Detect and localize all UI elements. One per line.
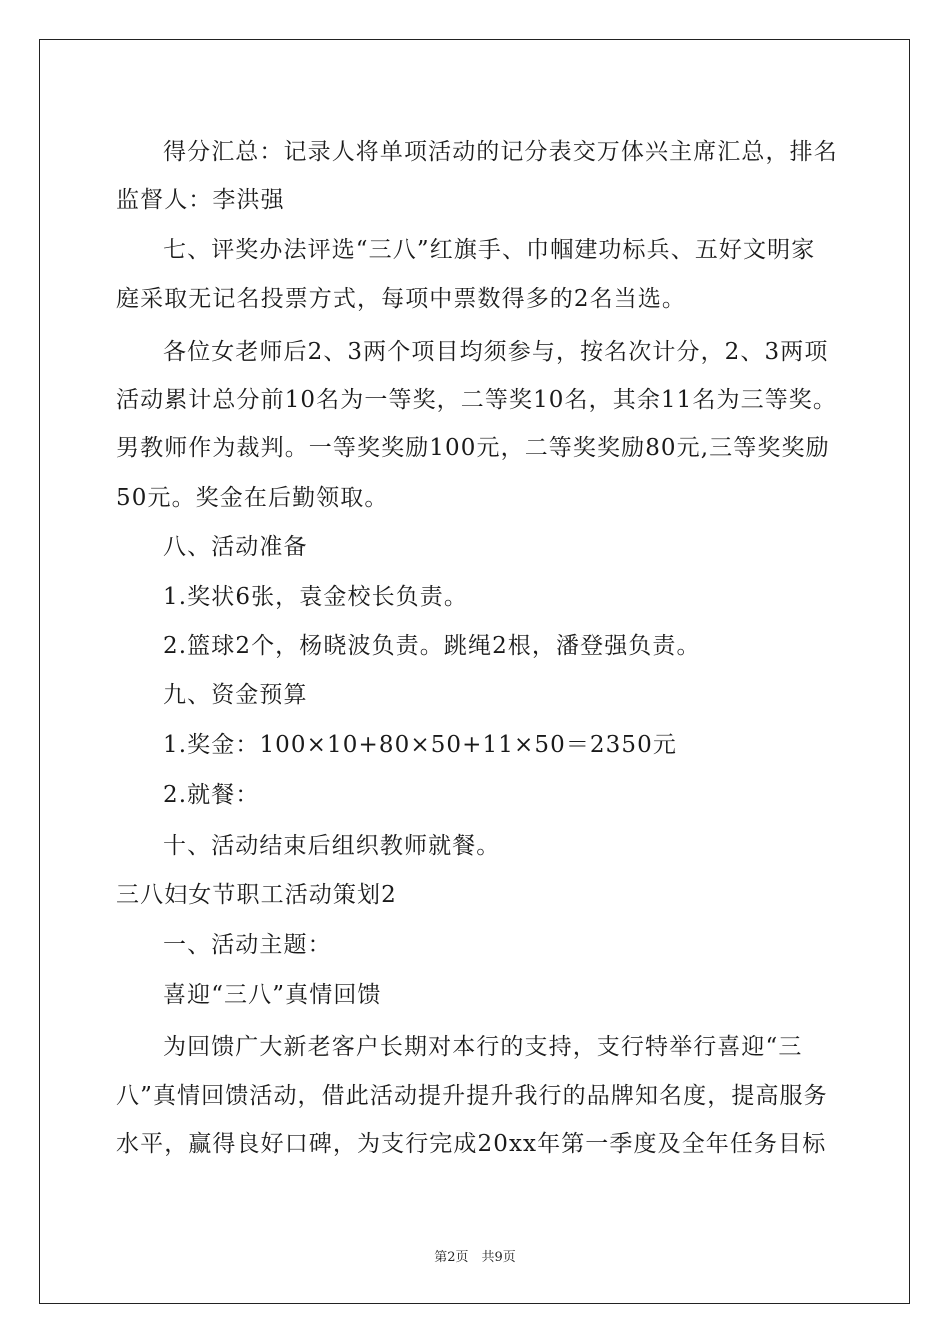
text-line: 男教师作为裁判。一等奖奖励100元，二等奖奖励80元,三等奖奖励	[116, 435, 830, 461]
text-line: 得分汇总：记录人将单项活动的记分表交万体兴主席汇总，排名	[163, 139, 838, 165]
text-line: 监督人：李洪强	[116, 187, 285, 213]
text-line: 八”真情回馈活动，借此活动提升提升我行的品牌知名度，提高服务	[116, 1083, 828, 1109]
page-indicator: 第2页 共9页	[434, 1250, 516, 1265]
document-subtitle: 三八妇女节职工活动策划2	[116, 882, 397, 908]
section-heading-budget: 九、资金预算	[163, 682, 308, 708]
section-heading-dinner: 十、活动结束后组织教师就餐。	[163, 833, 501, 859]
list-item: 2.就餐：	[163, 782, 260, 808]
text-line: 各位女老师后2、3两个项目均须参与，按名次计分，2、3两项	[163, 339, 829, 365]
section-heading-preparation: 八、活动准备	[163, 534, 308, 560]
list-item: 1.奖状6张，袁金校长负责。	[163, 584, 468, 610]
section-heading-theme: 一、活动主题：	[163, 932, 332, 958]
theme-text: 喜迎“三八”真情回馈	[163, 982, 382, 1008]
list-item: 2.篮球2个，杨晓波负责。跳绳2根，潘登强负责。	[163, 633, 701, 659]
text-line: 为回馈广大新老客户长期对本行的支持，支行特举行喜迎“三	[163, 1034, 803, 1060]
text-line: 活动累计总分前10名为一等奖，二等奖10名，其余11名为三等奖。	[116, 387, 837, 413]
text-line: 50元。奖金在后勤领取。	[116, 485, 389, 511]
section-heading-evaluation: 七、评奖办法评选“三八”红旗手、巾帼建功标兵、五好文明家	[163, 237, 816, 263]
text-line: 庭采取无记名投票方式，每项中票数得多的2名当选。	[116, 286, 687, 312]
list-item: 1.奖金：100×10+80×50+11×50＝2350元	[163, 732, 677, 758]
text-line: 水平，赢得良好口碑，为支行完成20xx年第一季度及全年任务目标	[116, 1131, 827, 1157]
